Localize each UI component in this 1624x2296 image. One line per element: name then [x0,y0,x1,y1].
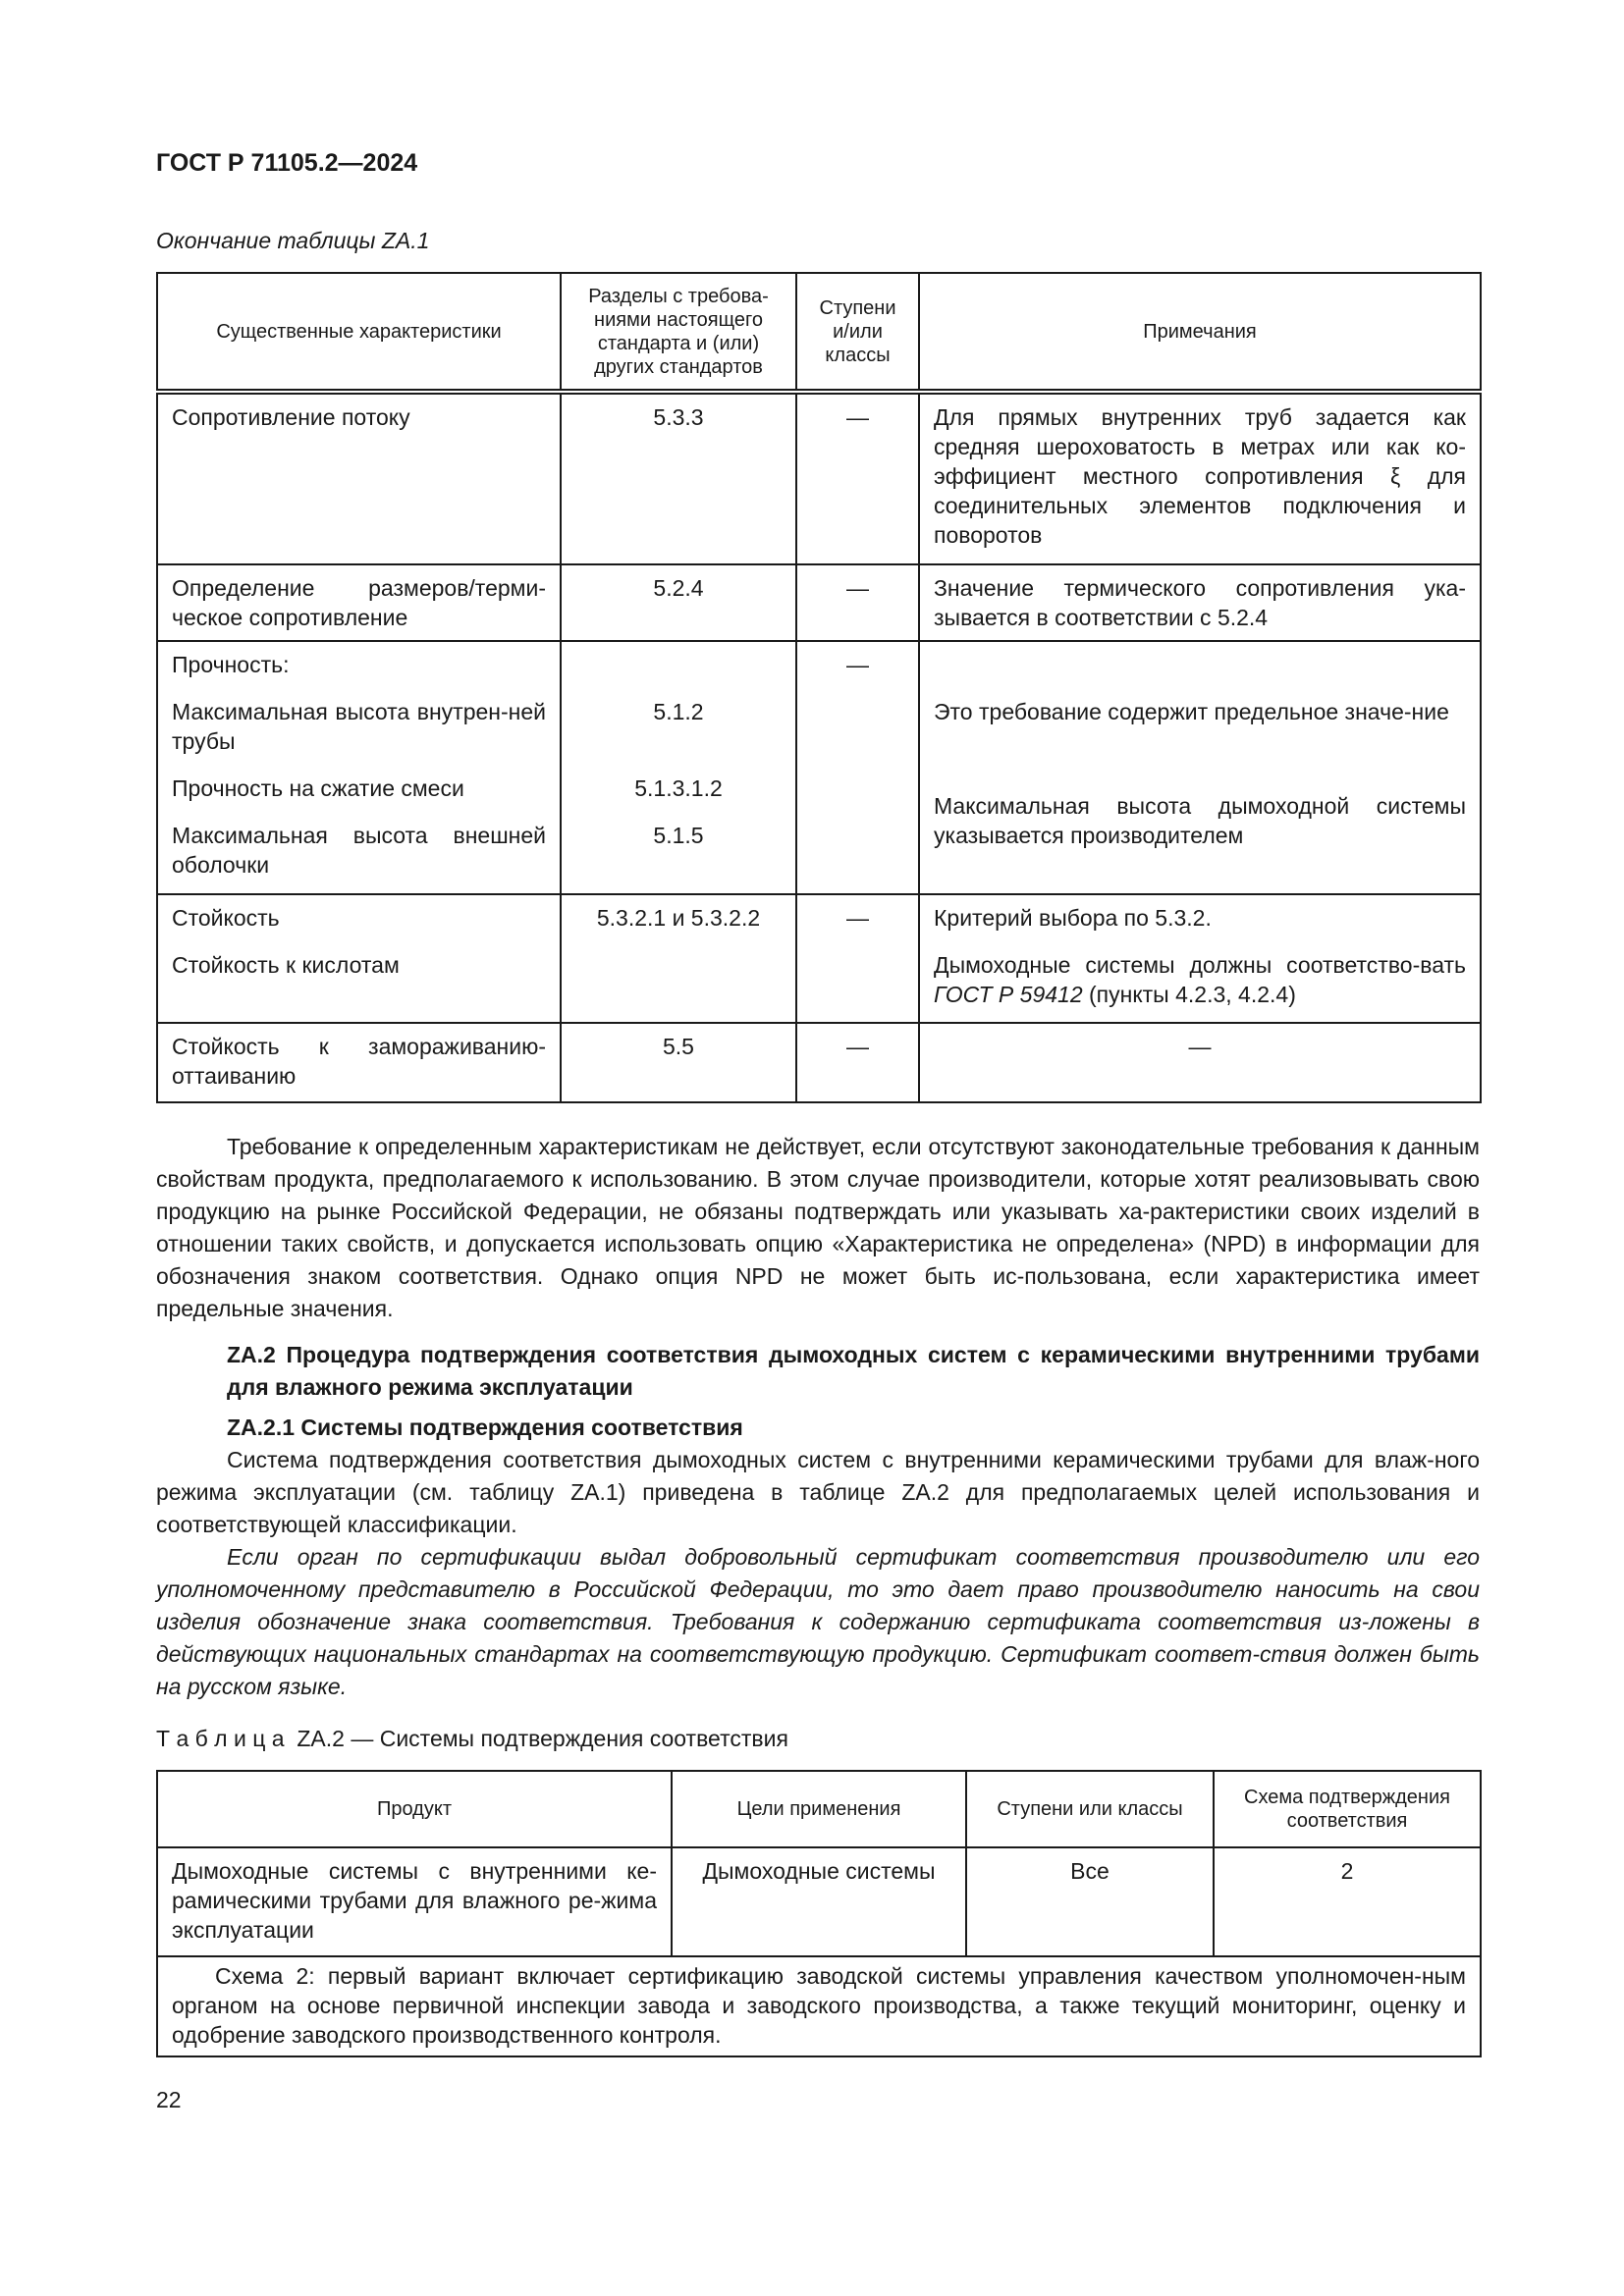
section-ref: 5.3.2.1 и 5.3.2.2 [596,905,761,931]
section-ref: 5.1.5 [653,823,704,848]
table-header-row [157,273,1481,392]
column-header: Цели применения [672,1771,966,1847]
column-header: Продукт [157,1771,672,1847]
characteristic: Стойкость к кислотам [172,952,400,978]
characteristic: Сопротивление потоку [172,404,410,430]
note: Дымоходные системы должны соответство-вать ГОСТ Р 59412 (пункты 4.2.3, 4.2.4) [934,952,1466,1007]
class-value: — [846,905,869,931]
note: Значение термического сопротивления ука-зывается в соответствии с 5.2.4 [934,575,1466,630]
characteristic: Стойкость [172,905,280,931]
section-ref: 5.1.3.1.2 [634,775,723,801]
table-row [157,894,1481,1023]
class-value: — [846,575,869,601]
subsection-heading: ZA.2.1 Системы подтверждения соответствия [227,1415,743,1440]
table-row [157,641,1481,894]
column-header: Ступени или классы [966,1771,1214,1847]
table-row [157,564,1481,641]
table-za1 [156,272,1482,1103]
note: Для прямых внутренних труб задается как средняя шероховатость в метрах или как ко-эффициент местного сопротивления ξ для соединительных элементов подключения и поворотов [934,404,1466,548]
note: Это требование содержит предельное значе-ние [934,699,1449,724]
column-header: Примечания [919,273,1481,392]
characteristic: Стойкость к замораживанию-оттаиванию [172,1034,546,1089]
scheme-note: Схема 2: первый вариант включает сертификацию заводской системы управления качеством уполномочен-ным органом на основе первичной инспекции завода и заводского производства, а также текущий мониторинг, оценку и одобрение заводского производственного контроля. [157,1956,1481,2056]
table-note-row [157,1956,1481,2056]
table-row [157,1023,1481,1102]
characteristic: Определение размеров/терми-ческое сопротивление [172,575,546,630]
section-ref: 5.2.4 [653,575,704,601]
section-heading: ZA.2 Процедура подтверждения соответствия дымоходных систем с керамическими внутренними трубами для влажного режима эксплуатации [227,1342,1480,1400]
section-ref: 5.3.3 [653,404,704,430]
characteristic: Максимальная высота внутрен-ней трубы [172,699,546,754]
class-value: — [846,1034,869,1059]
paragraph: Если орган по сертификации выдал добровольный сертификат соответствия производителю или его уполномоченному представителю в Российской Федерации, то это дает право производителю наносить на свои изделия обозначение знака соответствия. Требования к содержанию сертификата соответствия из-ложены в действующих национальных стандартах на соответствующую продукцию. Сертификат соответ-ствия должен быть на русском языке. [156,1544,1480,1699]
table-za2 [156,1770,1482,2057]
paragraph: Система подтверждения соответствия дымоходных систем с внутренними керамическими трубами для влаж-ного режима эксплуатации (см. таблицу ZA.1) приведена в таблице ZA.2 для предполагаемых целей использования и соответствующей классификации. [156,1447,1480,1537]
column-header: Разделы с требова-ниями настоящего стандарта и (или) других стандартов [561,273,796,392]
class-cell: Все [966,1847,1214,1956]
note: Максимальная высота дымоходной системы указывается производителем [934,793,1466,848]
paragraph: Требование к определенным характеристикам не действует, если отсутствуют законодательные требования к данным свойствам продукта, предполагаемого к использованию. В этом случае производители, которые хотят реализовывать свою продукцию на рынке Российской Федерации, не обязаны подтверждать или указывать ха-рактеристики своих изделий в отношении таких свойств, и допускается использовать опцию «Характеристика не определена» (NPD) в информации для обозначения знаком соответствия. Однако опция NPD не может быть ис-пользована, если характеристика имеет предельные значения. [156,1134,1480,1321]
table-continuation-caption: Окончание таблицы ZA.1 [156,228,430,253]
section-ref: 5.1.2 [653,699,704,724]
column-header: Существенные характеристики [157,273,561,392]
table-caption: Т а б л и ц а ZA.2 — Системы подтверждения соответствия [156,1726,788,1751]
characteristic: Максимальная высота внешней оболочки [172,823,546,878]
purpose-cell: Дымоходные системы [672,1847,966,1956]
table-row [157,1847,1481,1956]
product-cell: Дымоходные системы с внутренними ке-рамическими трубами для влажного ре-жима эксплуатации [157,1847,672,1956]
body-text [156,1131,1480,1703]
page-number: 22 [156,2087,182,2112]
scheme-cell: 2 [1214,1847,1481,1956]
column-header: Ступени и/или классы [796,273,919,392]
table-row [157,392,1481,564]
section-ref: 5.5 [663,1034,694,1059]
class-value: — [846,652,869,677]
column-header: Схема подтверждения соответствия [1214,1771,1481,1847]
note: Критерий выбора по 5.3.2. [934,905,1212,931]
characteristic: Прочность на сжатие смеси [172,775,464,801]
characteristic: Прочность: [172,652,290,677]
note: — [1188,1034,1212,1059]
document-title: ГОСТ Р 71105.2—2024 [156,149,418,177]
class-value: — [846,404,869,430]
standard-reference: ГОСТ Р 59412 [934,982,1083,1007]
table-header-row [157,1771,1481,1847]
